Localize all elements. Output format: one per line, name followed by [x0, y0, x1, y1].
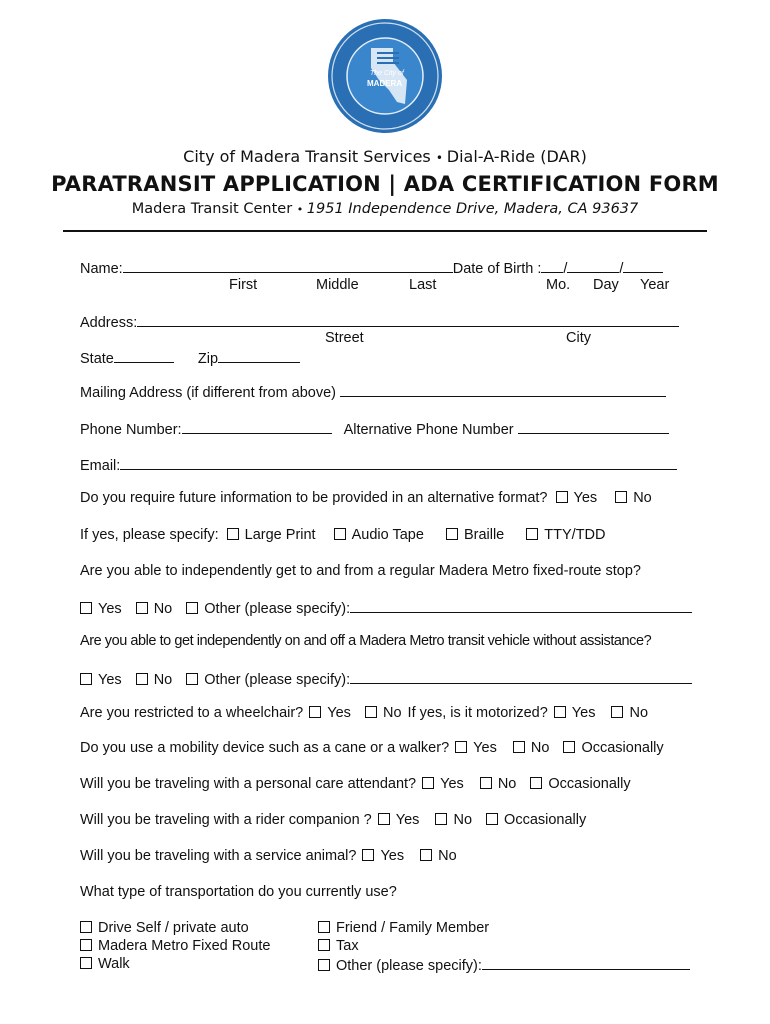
mobility-yes-label: Yes: [473, 740, 497, 756]
state-label: State: [80, 351, 114, 367]
attendant-occ-checkbox[interactable]: [530, 777, 542, 789]
city-label: City: [566, 330, 591, 346]
mo-label: Mo.: [546, 277, 571, 293]
transport-other-label: Other (please specify):: [336, 958, 482, 974]
address-row: [80, 312, 679, 331]
mailing-label: Mailing Address (if different from above): [80, 385, 337, 401]
name-label: Name:: [80, 261, 123, 277]
tty-checkbox[interactable]: [526, 528, 538, 540]
wheelchair-no-checkbox[interactable]: [365, 706, 377, 718]
friend-family-checkbox[interactable]: [318, 921, 330, 933]
header-line3: [0, 201, 770, 217]
seal-line1: The City of: [370, 70, 404, 77]
animal-no-checkbox[interactable]: [420, 849, 432, 861]
q-animal-row: [80, 848, 457, 864]
wheelchair-no-label: No: [382, 705, 402, 721]
q-format-text: Do you require future information to be provided in an alternative format?: [80, 490, 548, 506]
q-wheelchair-text: Are you restricted to a wheelchair?: [80, 705, 304, 721]
audio-tape-checkbox[interactable]: [334, 528, 346, 540]
email-row: [80, 455, 677, 474]
format-no-checkbox[interactable]: [615, 491, 627, 503]
friend-family-label: Friend / Family Member: [336, 920, 490, 936]
list-item: [80, 955, 270, 973]
companion-no-checkbox[interactable]: [435, 813, 447, 825]
last-label: Last: [409, 277, 437, 293]
q-companion-text: Will you be traveling with a rider companion ?: [80, 812, 372, 828]
fixed-other-checkbox[interactable]: [186, 602, 198, 614]
phone-label: Phone Number:: [80, 422, 182, 438]
animal-no-label: No: [438, 848, 457, 864]
attendant-no-label: No: [497, 776, 517, 792]
format-yes-checkbox[interactable]: [556, 491, 568, 503]
dob-month-field[interactable]: [541, 258, 563, 273]
center-address: 1951 Independence Drive, Madera, CA 93637: [306, 201, 639, 217]
phone-field[interactable]: [182, 419, 332, 434]
middle-label: Middle: [316, 277, 359, 293]
list-item: [80, 919, 270, 937]
alt-phone-field[interactable]: [518, 419, 669, 434]
phone-row: [80, 419, 669, 438]
q-fixed-options: [80, 598, 692, 617]
transport-right-list: [318, 919, 690, 975]
year-label: Year: [640, 277, 670, 293]
mobility-yes-checkbox[interactable]: [455, 741, 467, 753]
walk-label: Walk: [98, 956, 130, 972]
large-print-checkbox[interactable]: [227, 528, 239, 540]
audio-tape-label: Audio Tape: [351, 527, 424, 543]
wheelchair-yes-checkbox[interactable]: [309, 706, 321, 718]
vehicle-yes-checkbox[interactable]: [80, 673, 92, 685]
attendant-no-checkbox[interactable]: [480, 777, 492, 789]
transport-left-list: [80, 919, 270, 973]
tty-label: TTY/TDD: [544, 527, 606, 543]
mobility-no-checkbox[interactable]: [513, 741, 525, 753]
address-field[interactable]: [137, 312, 679, 327]
q-specify-text: If yes, please specify:: [80, 527, 219, 543]
vehicle-other-checkbox[interactable]: [186, 673, 198, 685]
q-fixed-text: Are you able to independently get to and from a regular Madera Metro fixed-route stop?: [80, 563, 641, 579]
list-item: [80, 937, 270, 955]
fixed-yes-label: Yes: [98, 601, 122, 617]
street-label: Street: [325, 330, 364, 346]
email-label: Email:: [80, 458, 121, 474]
companion-no-label: No: [453, 812, 473, 828]
agency-name: City of Madera Transit Services: [183, 147, 431, 166]
list-item: [318, 955, 690, 975]
mobility-occ-checkbox[interactable]: [563, 741, 575, 753]
q-attendant-text: Will you be traveling with a personal care attendant?: [80, 776, 417, 792]
fixed-route-label: Madera Metro Fixed Route: [98, 938, 271, 954]
city-seal: [327, 18, 443, 134]
service-name: Dial-A-Ride (DAR): [446, 147, 587, 166]
companion-occ-label: Occasionally: [504, 812, 587, 828]
dob-year-field[interactable]: [623, 258, 663, 273]
vehicle-other-field[interactable]: [350, 669, 692, 684]
companion-yes-label: Yes: [395, 812, 420, 828]
mobility-no-label: No: [530, 740, 550, 756]
vehicle-yes-label: Yes: [98, 672, 122, 688]
braille-label: Braille: [463, 527, 505, 543]
q-specify-row: [80, 527, 606, 543]
header-line1: [0, 147, 770, 166]
state-zip-row: [80, 348, 300, 367]
attendant-yes-label: Yes: [440, 776, 464, 792]
email-field[interactable]: [120, 455, 677, 470]
motorized-yes-label: Yes: [571, 705, 596, 721]
q-vehicle-text: Are you able to get independently on and off a Madera Metro transit vehicle without assistance?: [80, 633, 652, 649]
wheelchair-yes-label: Yes: [327, 705, 351, 721]
page-title: PARATRANSIT APPLICATION | ADA CERTIFICATION FORM: [51, 172, 719, 196]
q-mobility-text: Do you use a mobility device such as a cane or a walker?: [80, 740, 450, 756]
vehicle-no-label: No: [153, 672, 173, 688]
companion-occ-checkbox[interactable]: [486, 813, 498, 825]
transport-other-checkbox[interactable]: [318, 959, 330, 971]
list-item: [318, 919, 690, 937]
motorized-no-label: No: [629, 705, 649, 721]
attendant-occ-label: Occasionally: [548, 776, 631, 792]
alt-phone-label: Alternative Phone Number: [343, 422, 514, 438]
animal-yes-checkbox[interactable]: [362, 849, 374, 861]
vehicle-other-label: Other (please specify):: [204, 672, 351, 688]
fixed-yes-checkbox[interactable]: [80, 602, 92, 614]
bullet-icon: •: [435, 151, 447, 165]
motorized-no-checkbox[interactable]: [611, 706, 623, 718]
list-item: [318, 937, 690, 955]
state-field[interactable]: [114, 348, 174, 363]
animal-yes-label: Yes: [380, 848, 405, 864]
first-label: First: [229, 277, 258, 293]
address-label: Address:: [80, 315, 138, 331]
q-mobility-row: [80, 740, 664, 756]
q-animal-text: Will you be traveling with a service animal?: [80, 848, 357, 864]
attendant-yes-checkbox[interactable]: [422, 777, 434, 789]
q-format-row: [80, 490, 652, 506]
dob-day-field[interactable]: [567, 258, 619, 273]
format-no-label: No: [633, 490, 652, 506]
dob-label: Date of Birth :: [452, 261, 542, 277]
name-field[interactable]: [123, 258, 453, 273]
q-wheelchair-row: [80, 705, 648, 721]
drive-self-checkbox[interactable]: [80, 921, 92, 933]
mailing-field[interactable]: [340, 382, 666, 397]
day-label: Day: [593, 277, 619, 293]
fixed-other-label: Other (please specify):: [204, 601, 351, 617]
drive-self-label: Drive Self / private auto: [98, 920, 249, 936]
seal-line2: MADERA: [367, 79, 403, 88]
mobility-occ-label: Occasionally: [581, 740, 664, 756]
header-divider: [63, 230, 707, 232]
q-attendant-row: [80, 776, 631, 792]
transport-other-field[interactable]: [482, 955, 690, 970]
large-print-label: Large Print: [244, 527, 316, 543]
q-companion-row: [80, 812, 586, 828]
tax-checkbox[interactable]: [318, 939, 330, 951]
zip-field[interactable]: [218, 348, 300, 363]
motorized-yes-checkbox[interactable]: [554, 706, 566, 718]
q-motorized-text: If yes, is it motorized?: [407, 705, 548, 721]
q-vehicle-options: [80, 669, 692, 688]
mailing-row: [80, 382, 666, 401]
braille-checkbox[interactable]: [446, 528, 458, 540]
vehicle-no-checkbox[interactable]: [136, 673, 148, 685]
fixed-no-label: No: [153, 601, 173, 617]
q-transport-text: What type of transportation do you currently use?: [80, 884, 397, 900]
fixed-no-checkbox[interactable]: [136, 602, 148, 614]
bullet-icon: •: [296, 203, 307, 216]
fixed-other-field[interactable]: [350, 598, 692, 613]
format-yes-label: Yes: [573, 490, 598, 506]
tax-label: Tax: [336, 938, 359, 954]
companion-yes-checkbox[interactable]: [378, 813, 390, 825]
name-row: Name: Date of Birth : / /: [80, 258, 663, 277]
fixed-route-checkbox[interactable]: [80, 939, 92, 951]
walk-checkbox[interactable]: [80, 957, 92, 969]
zip-label: Zip: [197, 351, 219, 367]
center-name: Madera Transit Center: [131, 201, 293, 217]
